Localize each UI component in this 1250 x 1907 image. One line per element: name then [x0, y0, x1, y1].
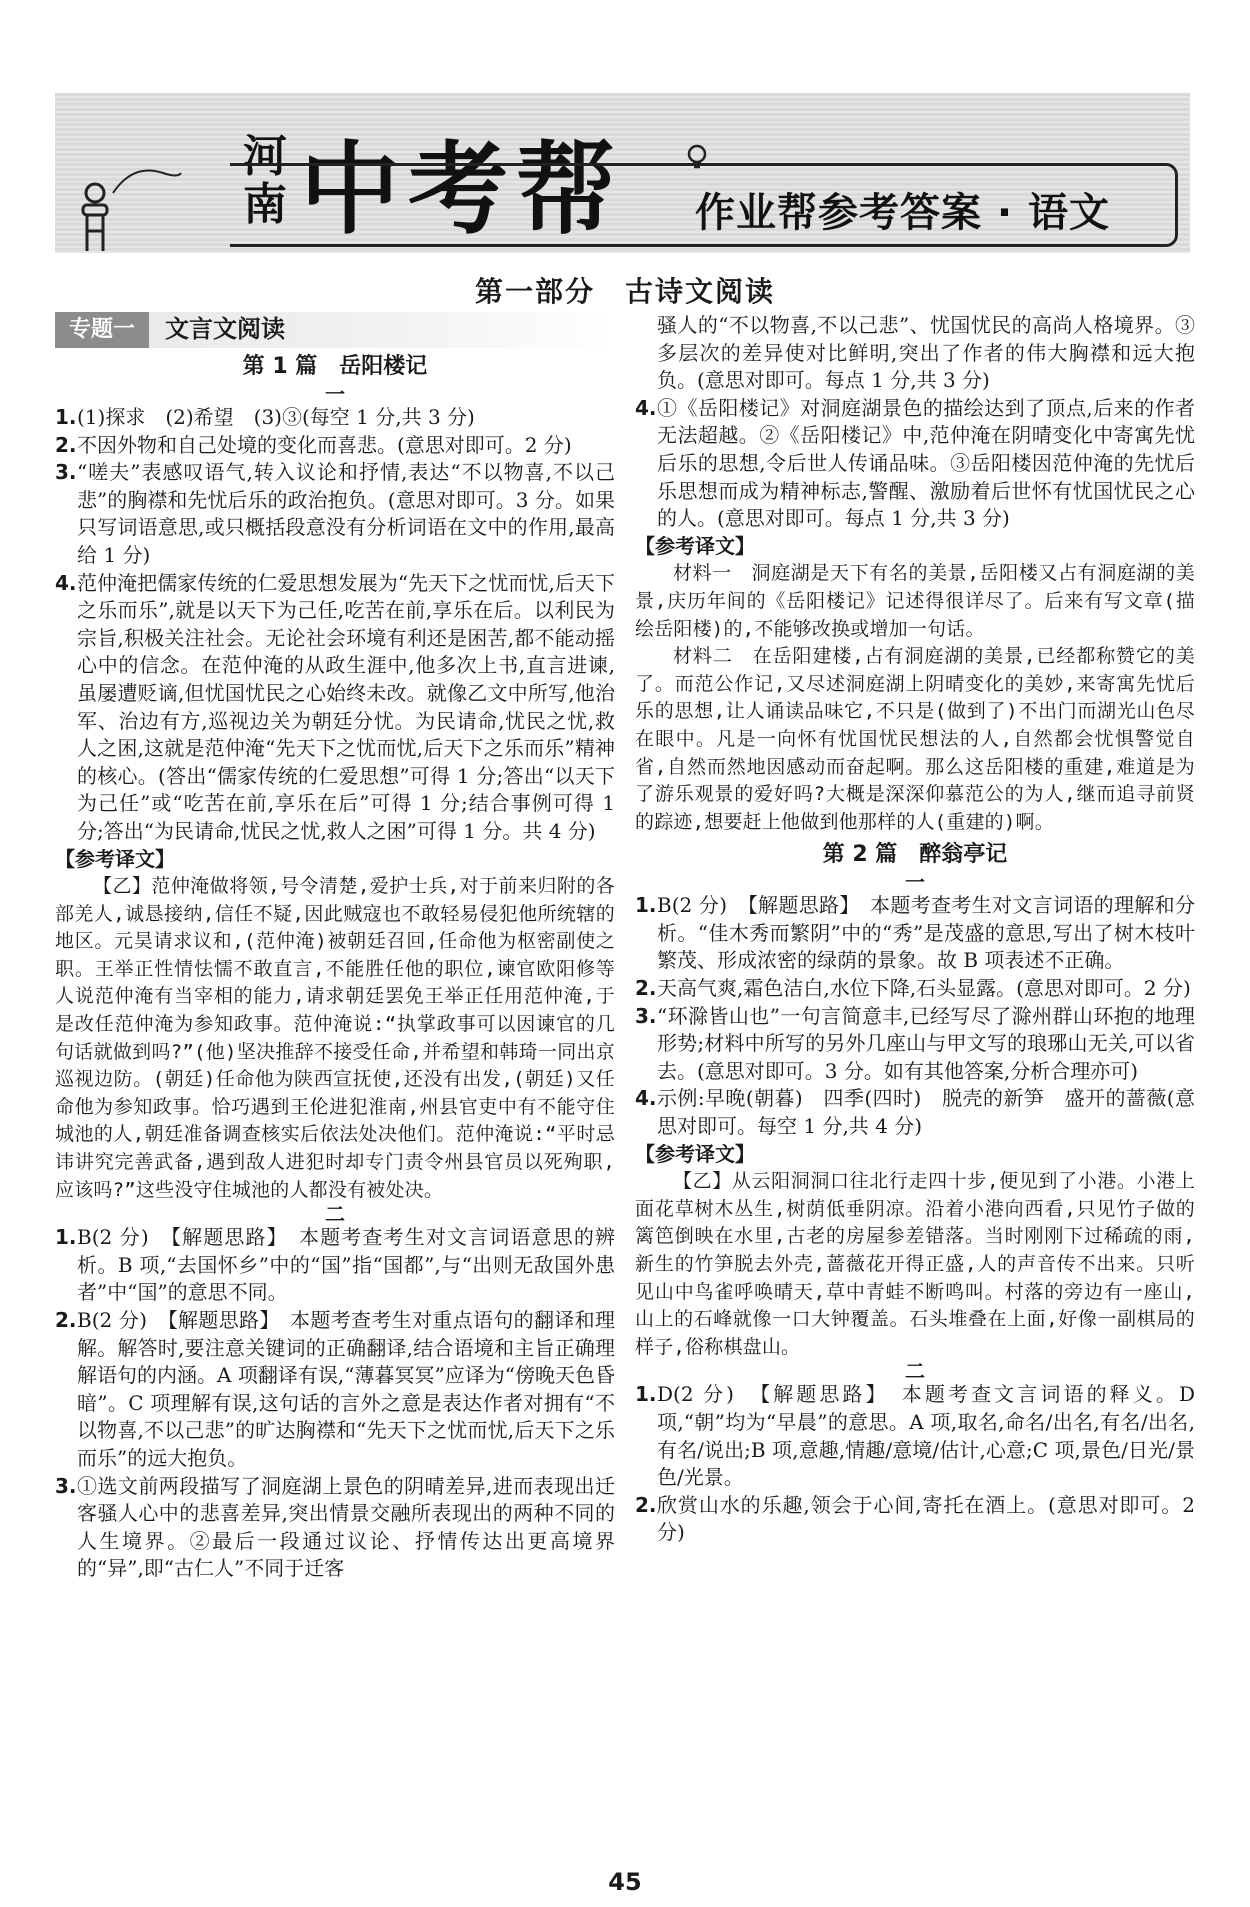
answer-item: 2 . 欣赏山水的乐趣,领会于心间,寄托在酒上。(意思对即可。2 分) [635, 1492, 1195, 1547]
answer-item: 2 . 不因外物和自己处境的变化而喜悲。(意思对即可。2 分) [55, 432, 615, 460]
brand-title: 中考帮 [300, 131, 624, 248]
part-title: 第一部分 古诗文阅读 [474, 275, 775, 308]
right-column [635, 312, 1195, 1547]
answer-continuation: 骚人的“不以物喜,不以己悲”、忧国忧民的高尚人格境界。③多层次的差异使对比鲜明,突出了作者的伟大胸襟和远大抱负。(意思对即可。每点 1 分,共 3 分) [657, 313, 1195, 393]
topic-tag: 专题一 [55, 312, 149, 348]
page-number: 45 [608, 1868, 642, 1896]
translation-text: 材料二 在岳阳建楼,占有洞庭湖的美景,已经都称赞它的美了。而范公作记,又尽述洞庭湖上阴晴变化的美妙,来寄寓先忧后乐的思想,让人诵读品味它,不只是(做到了)不出门而湖光山色尽在眼中。凡是一向怀有忧国忧民想法的人,自然都会忧惧警觉自省,自然而然地因感动而奋起啊。那么这岳阳楼的重建,难道是为了游乐观景的爱好吗?大概是深深仰慕范公的为人,继而追寻前贤的踪迹,想要赶上他做到他那样的人(重建的)啊。 [635, 645, 1195, 833]
answer-item: 4 . ①《岳阳楼记》对洞庭湖景色的描绘达到了顶点,后来的作者无法超越。②《岳阳楼记》中,范仲淹在阴晴变化中寄寓先忧后乐的思想,令后世人传诵品味。③岳阳楼因范仲淹的先忧后乐思想而成为精神标志,警醒、激励着后世怀有忧国忧民之心的人。(意思对即可。每点 1 分,共 3 分) [635, 395, 1195, 533]
answer-item: 4 . 范仲淹把儒家传统的仁爱思想发展为“先天下之忧而忧,后天下之乐而乐”,就是以天下为己任,吃苦在前,享乐在后。以利民为宗旨,积极关注社会。无论社会环境有利还是困苦,都不能动摇心中的信念。在范仲淹的从政生涯中,他多次上书,直言进谏,虽屡遭贬谪,但忧国忧民之心始终未改。就像乙文中所写,他治军、治边有方,巡视边关为朝廷分忧。为民请命,忧民之忧,救人之困,这就是范仲淹“先天下之忧而忧,后天下之乐而乐”精神的核心。(答出“儒家传统的仁爱思想”可得 1 分;答出“以天下为己任”或“吃苦在前,享乐在后”可得 1 分;结合事例可得 1 分;答出“为民请命,忧民之忧,救人之困”可得 1 分。共 4 分) [55, 570, 615, 846]
answer-item: 2 . B(2 分) 【解题思路】 本题考查考生对重点语句的翻译和理解。解答时,要注意关键词的正确翻译,结合语境和主旨正确理解语句的内涵。A 项翻译有误,“薄暮冥冥”应译为“傍晚天色昏暗”。C 项理解有误,这句话的言外之意是表达作者对拥有“不以物喜,不以己悲”的旷达胸襟和“先天下之忧而忧,后天下之乐而乐”的远大抱负。 [55, 1307, 615, 1473]
region-label: 河南 [243, 131, 287, 230]
topic-name: 文言文阅读 [165, 315, 286, 344]
section-mark: 一 [325, 382, 345, 406]
answer-item: 3 . “环滁皆山也”一句言简意丰,已经写尽了滁州群山环抱的地理形势;材料中所写的另外几座山与甲文写的琅琊山无关,可以省去。(意思对即可。3 分。如有其他答案,分析合理亦可) [635, 1003, 1195, 1086]
translation-text: 【乙】范仲淹做将领,号令清楚,爱护士兵,对于前来归附的各部羌人,诚恳接纳,信任不疑,因此贼寇也不敢轻易侵犯他所统辖的地区。元昊请求议和,(范仲淹)被朝廷召回,任命他为枢密副使之职。王举正性情怯懦不敢直言,不能胜任他的职位,谏官欧阳修等人说范仲淹有当宰相的能力,请求朝廷罢免王举正任用范仲淹,于是改任范仲淹为参知政事。范仲淹说:“执掌政事可以因谏官的几句话就做到吗?”(他)坚决推辞不接受任命,并希望和韩琦一同出京巡视边防。(朝廷)任命他为陕西宣抚使,还没有出发,(朝廷)又任命他为参知政事。恰巧遇到王伦进犯淮南,州县官吏中有不能守住城池的人,朝廷准备调查核实后依法处决他们。范仲淹说:“平时忌讳讲究完善武备,遇到敌人进犯时却专门责令州县官员以死殉职,应该吗?”这些没守住城池的人都没有被处决。 [55, 875, 615, 1201]
translation-text: 【乙】从云阳洞洞口往北行走四十步,便见到了小港。小港上面花草树木丛生,树荫低垂阴凉。沿着小港向西看,只见竹子做的篱笆倒映在水里,古老的房屋参差错落。当时刚刚下过稀疏的雨,新生的竹笋脱去外壳,蔷薇花开得正盛,人的声音传不出来。只听见山中鸟雀呼唤晴天,草中青蛙不断鸣叫。村落的旁边有一座山,山上的石峰就像一口大钟覆盖。石头堆叠在上面,好像一副棋局的样子,俗称棋盘山。 [635, 1170, 1195, 1358]
article-title: 第 2 篇 醉翁亭记 [822, 842, 1008, 868]
section-mark: 一 [905, 870, 925, 895]
left-column [55, 312, 615, 1583]
answer-item: 1 . D(2 分) 【解题思路】 本题考查文言词语的释义。D 项,“朝”均为“早晨”的意思。A 项,取名,命名/出名,有名/出名,有名/说出;B 项,意趣,情趣/意境/估计,心意;C 项,景色/日光/景色/光景。 [635, 1381, 1195, 1491]
subtitle: 作业帮参考答案 · 语文 [695, 190, 1111, 236]
answer-item: 2 . 天高气爽,霜色洁白,水位下降,石头显露。(意思对即可。2 分) [635, 975, 1195, 1003]
answer-item: 1 . B(2 分) 【解题思路】 本题考查考生对文言词语意思的辨析。B 项,“去国怀乡”中的“国”指“国都”,与“出则无敌国外患者”中“国”的意思不同。 [55, 1224, 615, 1307]
header-banner [55, 93, 1190, 253]
translation-text: 材料一 洞庭湖是天下有名的美景,岳阳楼又占有洞庭湖的美景,庆历年间的《岳阳楼记》记述得很详尽了。后来有写文章(描绘岳阳楼)的,不能够改换或增加一句话。 [635, 562, 1195, 640]
reference-translation-label: 【参考译文】 [635, 533, 755, 558]
answer-item: 3 . ①选文前两段描写了洞庭湖上景色的阴晴差异,进而表现出迁客骚人心中的悲喜差异,突出情景交融所表现出的两种不同的人生境界。②最后一段通过议论、抒情传达出更高境界的“异”,即“古仁人”不同于迁客 [55, 1473, 615, 1583]
article-title: 第 1 篇 岳阳楼记 [242, 354, 428, 379]
student-figure-icon [73, 153, 183, 253]
answer-item: 1 . (1)探求 (2)希望 (3)③(每空 1 分,共 3 分) [55, 404, 615, 432]
answer-item: 4 . 示例:早晚(朝暮) 四季(四时) 脱壳的新笋 盛开的蔷薇(意思对即可。每空 1 分,共 4 分) [635, 1085, 1195, 1140]
topic-bar [55, 312, 615, 348]
section-mark: 二 [325, 1202, 345, 1227]
reference-translation-label: 【参考译文】 [55, 846, 175, 871]
reference-translation-label: 【参考译文】 [635, 1141, 755, 1166]
section-mark: 二 [905, 1359, 925, 1384]
answer-item: 1 . B(2 分) 【解题思路】 本题考查考生对文言词语的理解和分析。“佳木秀而繁阴”中的“秀”是茂盛的意思,写出了树木枝叶繁茂、形成浓密的绿荫的景象。故 B 项表述不正确。 [635, 892, 1195, 975]
answer-item: 3 . “嗟夫”表感叹语气,转入议论和抒情,表达“不以物喜,不以己悲”的胸襟和先忧后乐的政治抱负。(意思对即可。3 分。如果只写词语意思,或只概括段意没有分析词语在文中的作用,最高给 1 分) [55, 459, 615, 569]
